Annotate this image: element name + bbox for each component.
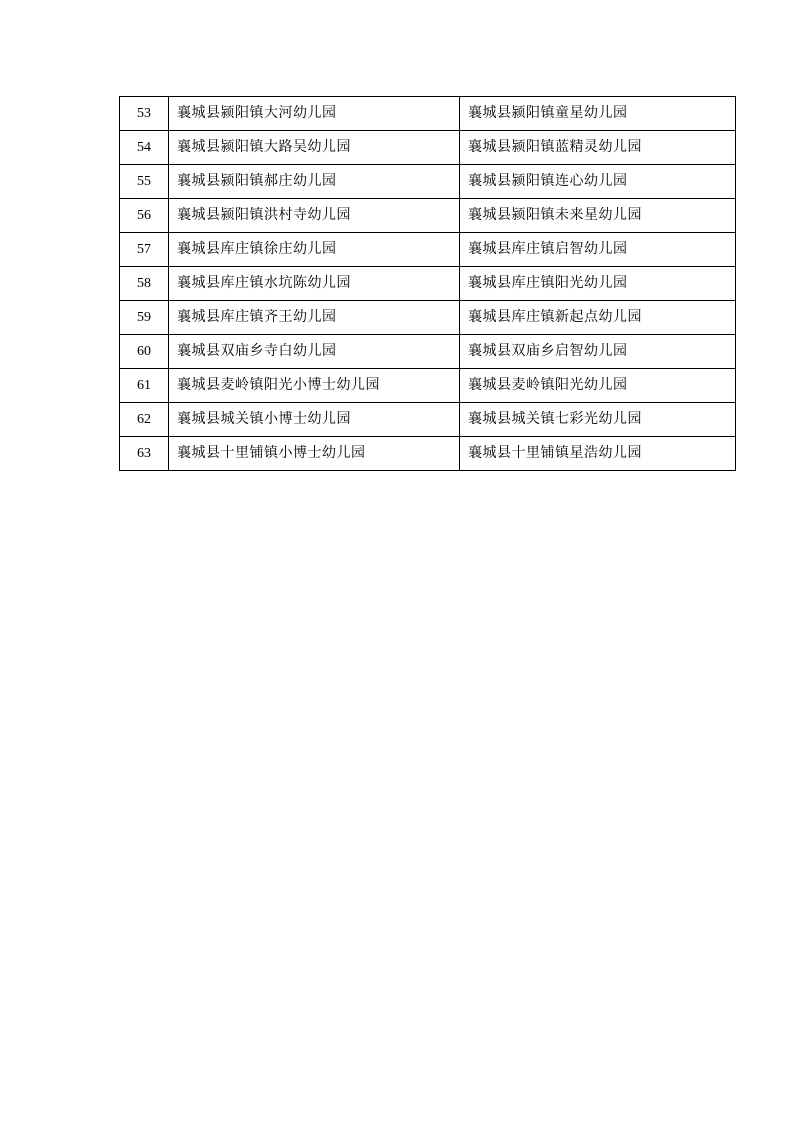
kindergarten-name-left: 襄城县十里铺镇小博士幼儿园 bbox=[169, 437, 460, 471]
row-number: 60 bbox=[120, 335, 169, 369]
table-body bbox=[120, 97, 736, 471]
kindergarten-name-right: 襄城县库庄镇阳光幼儿园 bbox=[460, 267, 736, 301]
table-row bbox=[120, 335, 736, 369]
kindergarten-name-left: 襄城县颍阳镇大路吴幼儿园 bbox=[169, 131, 460, 165]
kindergarten-name-right: 襄城县十里铺镇星浩幼儿园 bbox=[460, 437, 736, 471]
table-row bbox=[120, 301, 736, 335]
table-row bbox=[120, 267, 736, 301]
kindergarten-name-right: 襄城县城关镇七彩光幼儿园 bbox=[460, 403, 736, 437]
row-number: 55 bbox=[120, 165, 169, 199]
row-number: 57 bbox=[120, 233, 169, 267]
table-row bbox=[120, 437, 736, 471]
table-row bbox=[120, 233, 736, 267]
row-number: 63 bbox=[120, 437, 169, 471]
kindergarten-name-right: 襄城县颍阳镇未来星幼儿园 bbox=[460, 199, 736, 233]
kindergarten-name-right: 襄城县颍阳镇童星幼儿园 bbox=[460, 97, 736, 131]
kindergarten-name-left: 襄城县颍阳镇洪村寺幼儿园 bbox=[169, 199, 460, 233]
table-row bbox=[120, 131, 736, 165]
kindergarten-name-right: 襄城县颍阳镇连心幼儿园 bbox=[460, 165, 736, 199]
kindergarten-name-right: 襄城县麦岭镇阳光幼儿园 bbox=[460, 369, 736, 403]
kindergarten-name-left: 襄城县库庄镇齐王幼儿园 bbox=[169, 301, 460, 335]
row-number: 54 bbox=[120, 131, 169, 165]
kindergarten-name-right: 襄城县颍阳镇蓝精灵幼儿园 bbox=[460, 131, 736, 165]
kindergarten-name-right: 襄城县库庄镇启智幼儿园 bbox=[460, 233, 736, 267]
table-row bbox=[120, 97, 736, 131]
kindergarten-name-left: 襄城县双庙乡寺白幼儿园 bbox=[169, 335, 460, 369]
kindergarten-name-left: 襄城县麦岭镇阳光小博士幼儿园 bbox=[169, 369, 460, 403]
kindergarten-name-left: 襄城县颍阳镇大河幼儿园 bbox=[169, 97, 460, 131]
kindergarten-name-left: 襄城县库庄镇水坑陈幼儿园 bbox=[169, 267, 460, 301]
row-number: 62 bbox=[120, 403, 169, 437]
kindergarten-name-right: 襄城县双庙乡启智幼儿园 bbox=[460, 335, 736, 369]
row-number: 59 bbox=[120, 301, 169, 335]
table-row bbox=[120, 165, 736, 199]
kindergarten-name-left: 襄城县颍阳镇郝庄幼儿园 bbox=[169, 165, 460, 199]
row-number: 61 bbox=[120, 369, 169, 403]
kindergarten-table bbox=[119, 96, 736, 471]
kindergarten-name-left: 襄城县城关镇小博士幼儿园 bbox=[169, 403, 460, 437]
kindergarten-name-right: 襄城县库庄镇新起点幼儿园 bbox=[460, 301, 736, 335]
row-number: 56 bbox=[120, 199, 169, 233]
row-number: 58 bbox=[120, 267, 169, 301]
table-row bbox=[120, 403, 736, 437]
row-number: 53 bbox=[120, 97, 169, 131]
table-row bbox=[120, 369, 736, 403]
kindergarten-name-left: 襄城县库庄镇徐庄幼儿园 bbox=[169, 233, 460, 267]
table-row bbox=[120, 199, 736, 233]
